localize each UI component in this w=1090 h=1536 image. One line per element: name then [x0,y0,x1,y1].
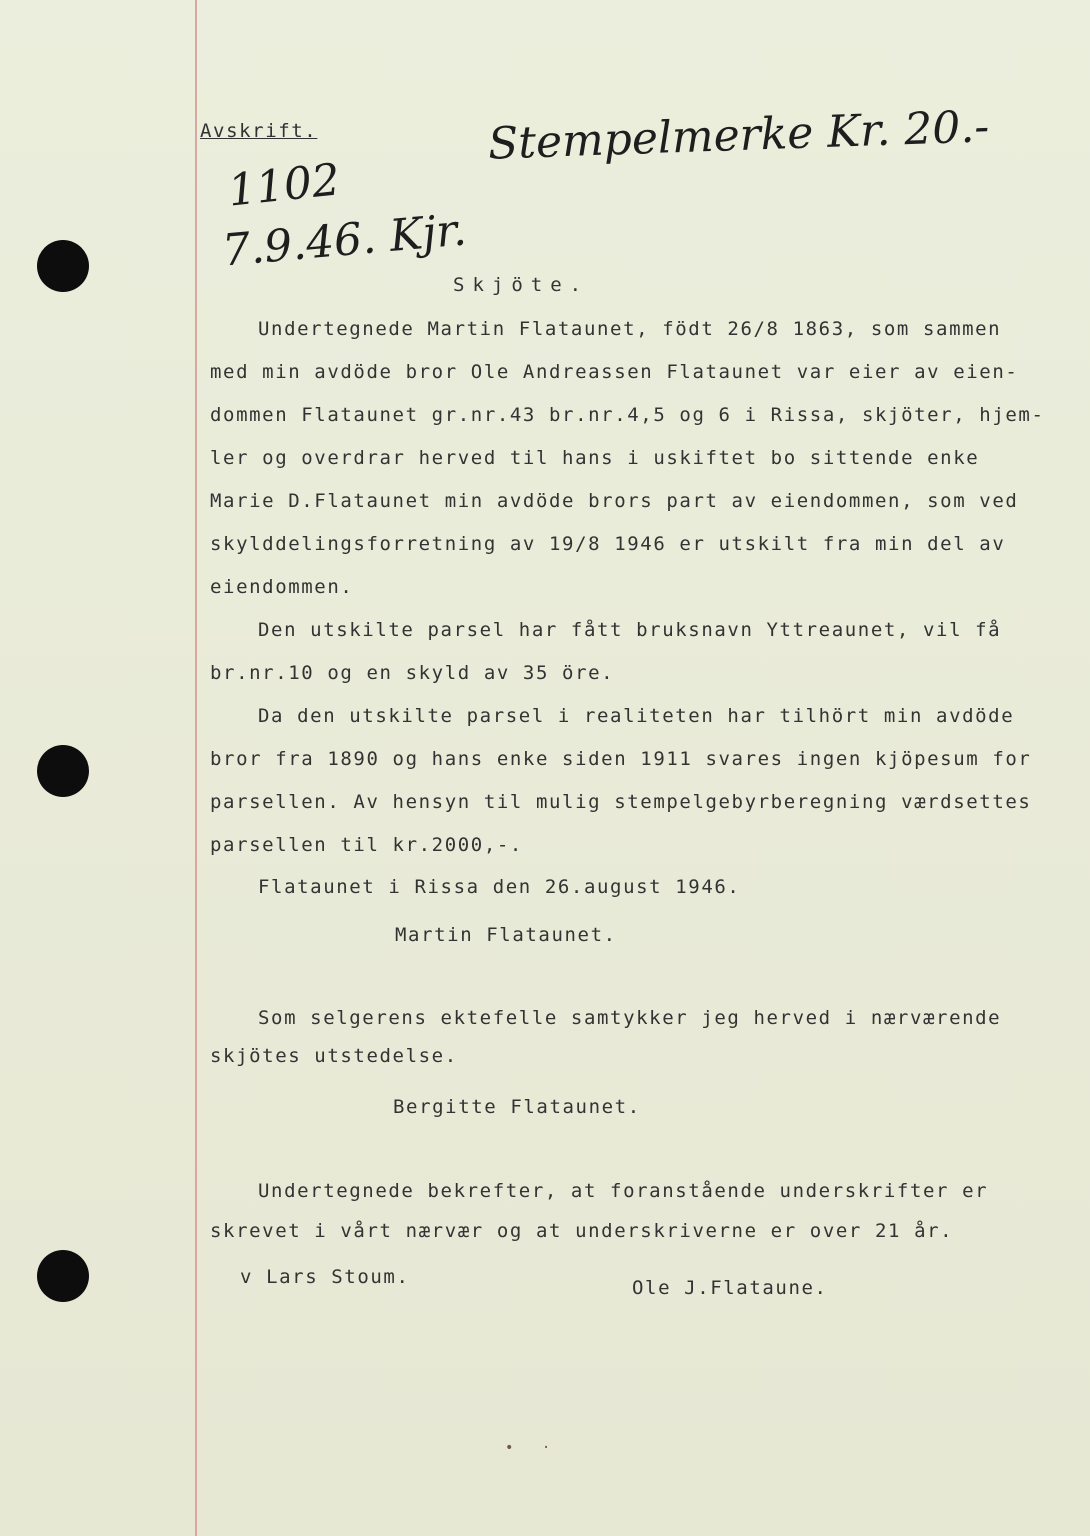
body-line: ler og overdrar herved til hans i uskiftet bo sittende enke [210,447,980,469]
margin-line [195,0,197,1536]
body-line: Undertegnede Martin Flataunet, födt 26/8 1863, som sammen [258,318,1002,340]
stamp-note-handwritten: Stempelmerke Kr. 20.- [487,101,990,170]
witness-line: Undertegnede bekrefter, at foranstående underskrifter er [258,1180,989,1202]
body-line: eiendommen. [210,576,354,598]
header-label: Avskrift. [200,120,318,142]
body-line: med min avdöde bror Ole Andreassen Flataunet var eier av eien- [210,361,1019,383]
document-title: Skjöte. [453,274,590,296]
body-line: br.nr.10 og en skyld av 35 öre. [210,662,615,684]
body-line: parsellen til kr.2000,-. [210,834,523,856]
witness-signature-2: Ole J.Flataune. [632,1277,828,1299]
body-line: parsellen. Av hensyn til mulig stempelgebyrberegning værdsettes [210,791,1032,813]
punch-hole [37,745,89,797]
witness-signature-1: v Lars Stoum. [240,1266,410,1288]
punch-hole [37,1250,89,1302]
place-date: Flataunet i Rissa den 26.august 1946. [258,876,741,898]
registry-number-handwritten: 1102 [225,154,343,217]
body-line: skylddelingsforretning av 19/8 1946 er utskilt fra min del av [210,533,1006,555]
witness-line: skrevet i vårt nærvær og at underskriverne er over 21 år. [210,1220,954,1242]
consent-line: skjötes utstedelse. [210,1045,458,1067]
body-line: dommen Flataunet gr.nr.43 br.nr.4,5 og 6 i Rissa, skjöter, hjem- [210,404,1045,426]
registry-date-handwritten: 7.9.46. Kjr. [220,204,469,277]
body-line: Marie D.Flataunet min avdöde brors part av eiendommen, som ved [210,490,1019,512]
punch-hole [37,240,89,292]
body-line: Den utskilte parsel har fått bruksnavn Yttreaunet, vil få [258,619,1002,641]
body-line: Da den utskilte parsel i realiteten har tilhört min avdöde [258,705,1015,727]
signature-martin: Martin Flataunet. [395,924,617,946]
body-line: bror fra 1890 og hans enke siden 1911 svares ingen kjöpesum for [210,748,1032,770]
ink-smudge: • · [505,1440,561,1456]
consent-line: Som selgerens ektefelle samtykker jeg herved i nærværende [258,1007,1002,1029]
signature-bergitte: Bergitte Flataunet. [393,1096,641,1118]
